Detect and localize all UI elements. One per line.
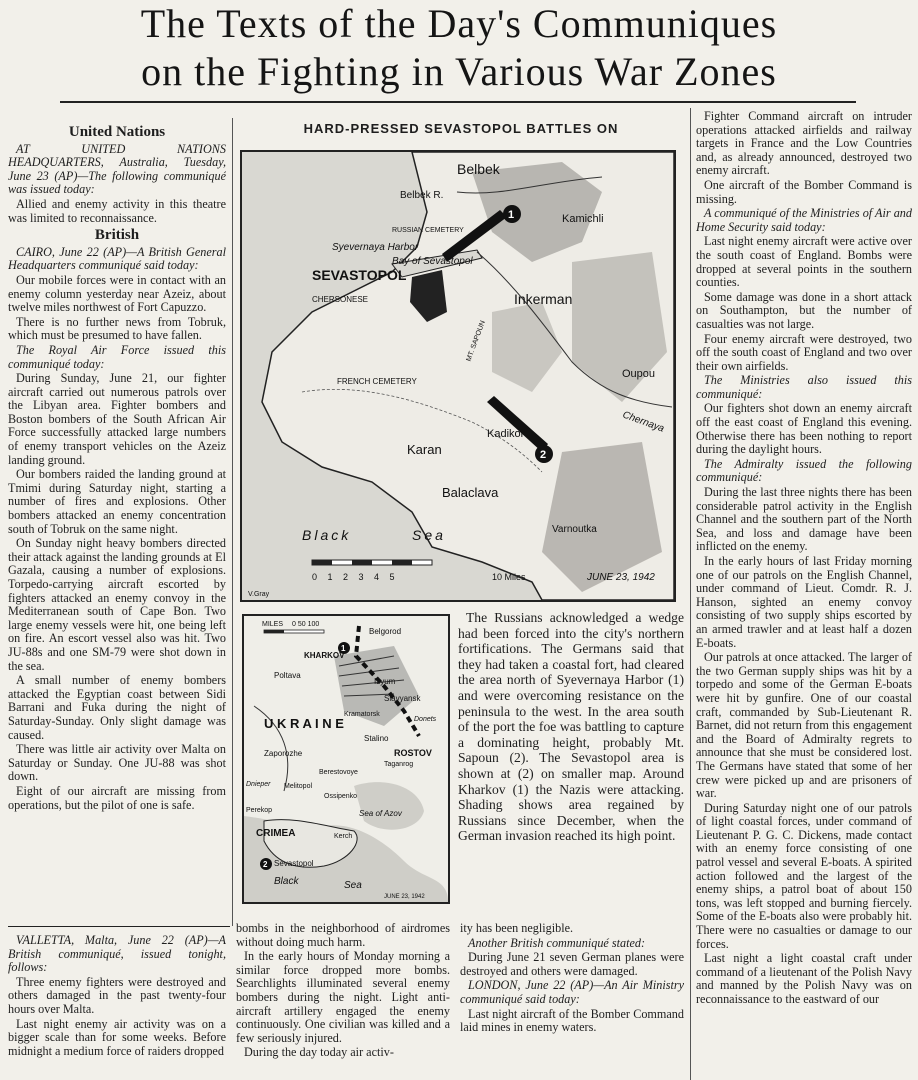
admiralty-intro: The Admiralty issued the following communiqué: [696, 456, 912, 485]
right-paragraph: Four enemy aircraft were destroyed, two off the south coast of England and two over their own airfields. [696, 331, 912, 373]
london-paragraph: Last night aircraft of the Bomber Command laid mines in enemy waters. [460, 1006, 684, 1035]
label-berestovoye: Berestovoye [319, 769, 358, 776]
raf-paragraph: A small number of enemy bombers attacked the Egyptian coast between Sidi Barrani and Fuka during the night of Saturday-Sunday. Only slight damage was caused. [8, 673, 226, 742]
raf-paragraph: Our bombers raided the landing ground at Tmimi during Saturday night, starting a number of fires and explosions. Other bombers attacked an enemy concentration south of Tobruk on the same night. [8, 467, 226, 536]
label-stalino: Stalino [364, 734, 389, 743]
label-kadikoi: Kadikoi [487, 428, 524, 440]
label-dnieper: Dnieper [246, 781, 271, 788]
column-rule-2 [690, 108, 691, 1080]
label-chernaya: Chernaya [620, 409, 666, 435]
label-syev: Syevernaya Harbor [332, 242, 419, 253]
label-marker-1: 1 [341, 644, 346, 653]
label-sapoun: MT. SAPOUN [465, 319, 487, 363]
label-marker-2: 2 [540, 449, 547, 461]
label-ossipenko: Ossipenko [324, 793, 358, 800]
label-belgorod: Belgorod [369, 627, 402, 636]
valletta-paragraph: In the early hours of Monday morning a similar force dropped more bombs. Searchlights illuminated several enemy bombers during the night. Light anti-aircraft artillery engaged the enemy continuously. One civilian was killed and a few seriously injured. [236, 949, 450, 1045]
raf-paragraph: On Sunday night heavy bombers directed their attack against the landing grounds at El Gazala, causing a number of explosions. Torpedo-carrying aircraft escorted by fighters attacked an enemy convoy in the Mediterranean south of Cape Bon. Two large enemy vessels were hit, one being left on fire. An escort vessel also was hit. Two JU-88s and one SM-79 were shot down in the sea. [8, 536, 226, 673]
column-rule-1 [232, 118, 233, 926]
right-paragraph: During Saturday night one of our patrols of light coastal forces, under command of Lieutenant P. G. C. Dickens, made contact with an enemy force consisting of one patrol vessel and several E-boats. A spirited action followed and the largest of the enemy ships, a patrol boat of about 150 tons, was left stopped and burning fiercely. Some of the E-boats also were probably hit. There were no casualties or damage to our forces. [696, 800, 912, 951]
sevastopol-map-graphic [242, 152, 674, 600]
raf-paragraph: There was little air activity over Malta on Saturday or Sunday. One JU-88 was shot down. [8, 742, 226, 784]
label-miles: MILES [262, 621, 284, 628]
cairo-dateline: CAIRO, June 22 (AP)—A British General Headquarters communiqué said today: [8, 244, 226, 273]
label-kharkov: KHARKOV [304, 651, 345, 660]
british-heading: British [94, 227, 140, 244]
label-credit: V.Gray [248, 591, 270, 598]
label-sea: Sea [412, 527, 446, 543]
label-perekop: Perekop [246, 807, 273, 814]
another-communique-intro: Another British communiqué stated: [468, 935, 646, 950]
label-sea: Sea [344, 880, 362, 891]
headline-rule [60, 101, 856, 103]
scale-bar-segment [264, 630, 284, 633]
headline-line-1: The Texts of the Day's Communiques [140, 1, 778, 46]
raf-paragraph: During Sunday, June 21, our fighter aircraft carried out numerous patrols over the Libyan area. Fighter bombers and Boston bombers of the South African Air Force successfully attacked large numbers of enemy transport vehicles on the Azeiz landing ground. [8, 371, 226, 467]
scale-bar-segment [352, 560, 372, 565]
label-donets: Donets [414, 716, 437, 723]
right-paragraph: Last night a light coastal craft under command of a lieutenant of the Polish Navy and manned by the Polish Navy was on reconnaissance to the eastward of our [696, 951, 912, 1006]
raf-paragraph: Eight of our aircraft are missing from operations, but the pilot of one is safe. [8, 783, 226, 812]
bottom-column-1 [236, 922, 450, 1080]
label-marker-2: 2 [263, 860, 268, 869]
label-balaclava: Balaclava [442, 485, 499, 500]
label-rostov: ROSTOV [394, 748, 432, 758]
valletta-paragraph: Three enemy fighters were destroyed and others damaged in the past twenty-four hours over Malta. [8, 974, 226, 1016]
bottom-column-2 [460, 922, 684, 1080]
scale-bar-segment [312, 560, 332, 565]
right-paragraph: One aircraft of the Bomber Command is missing. [696, 177, 912, 206]
label-scale-miles: 10 Miles [492, 572, 526, 582]
left-column [8, 122, 226, 926]
label-black: Black [302, 527, 352, 543]
label-kramatorsk: Kramatorsk [344, 711, 380, 718]
headline [0, 0, 918, 96]
right-paragraph: Last night enemy aircraft were active over the south coast of England. Bombs were dropped at several points in the southern counties. [696, 234, 912, 290]
label-scale: 0 50 100 [292, 621, 320, 628]
valletta-paragraph: Last night enemy air activity was on a bigger scale than for some weeks. Before midnight a medium force of raiders dropped [8, 1016, 226, 1058]
label-sevastopol: Sevastopol [274, 859, 314, 868]
label-bay: Bay of Sevastopol [392, 256, 473, 267]
right-paragraph: Some damage was done in a short attack on Southampton, but the number of casualties was not large. [696, 289, 912, 331]
london-dateline: LONDON, June 22 (AP)—An Air Ministry communiqué said today: [460, 978, 684, 1006]
right-paragraph: In the early hours of last Friday morning one of our patrols on the English Channel, under command of Lieut. Comdr. R. J. Hanson, sighted an enemy convoy consisting of two supply ships escorted by an armed trawler and at least half a dozen E-boats. [696, 554, 912, 650]
right-paragraph: Our patrols at once attacked. The larger of the two German supply ships was hit by a torpedo and some of the German E-boats were hit by gunfire. One of our coastal craft, commanded by Sub-Lieutenant R. Barnet, did not return from this engagement and the Board of Admiralty regrets to announce that she must be considered lost. The Germans have stated that some of her crew were picked up and are prisoners of war. [696, 650, 912, 801]
label-melitopol: Melitopol [284, 783, 313, 790]
continued-text: ity has been negligible. [460, 922, 574, 935]
map-caption [458, 610, 684, 910]
label-sevastopol: SEVASTOPOL [312, 267, 407, 283]
scale-bar-segment [392, 560, 412, 565]
label-crimea: CRIMEA [256, 828, 296, 839]
label-map-date: JUNE 23, 1942 [384, 894, 425, 900]
raf-intro: The Royal Air Force issued this communiqué today: [8, 342, 226, 371]
valletta-column [8, 934, 226, 1080]
right-paragraph: Our fighters shot down an enemy aircraft off the east coast of England this evening. Otherwise there has been nothing to report during the daylight hours. [696, 401, 912, 457]
ministries-intro: A communiqué of the Ministries of Air and Home Security said today: [696, 206, 912, 234]
label-marker-1: 1 [508, 209, 515, 221]
label-black: Black [274, 876, 299, 887]
label-varnoutka: Varnoutka [552, 524, 597, 535]
label-kamichli: Kamichli [562, 213, 604, 225]
label-scale: 0 1 2 3 4 5 [312, 572, 399, 582]
label-zaporozhe: Zaporozhe [264, 749, 303, 758]
label-chersonese: CHERSONESE [312, 295, 369, 304]
label-karan: Karan [407, 442, 442, 457]
map-title: HARD-PRESSED SEVASTOPOL BATTLES ON [303, 121, 619, 136]
label-french-cemetery: FRENCH CEMETERY [337, 377, 417, 386]
cairo-paragraph: Our mobile forces were in contact with an enemy column yesterday near Azeiz, about twelve miles northwest of Fort Capuzzo. [8, 272, 226, 315]
label-belbek: Belbek [457, 161, 500, 177]
label-inkerman: Inkerman [514, 291, 573, 307]
valletta-continued: bombs in the neighborhood of airdromes without doing much harm. [236, 922, 450, 949]
label-poltava: Poltava [274, 671, 301, 680]
cairo-paragraph: There is no further news from Tobruk, which must be presumed to have fallen. [8, 314, 226, 343]
valletta-paragraph: During the day today air activ- [244, 1045, 394, 1060]
ministries-second-intro: The Ministries also issued this communiqué: [696, 373, 912, 401]
ukraine-map [242, 614, 450, 904]
un-heading: United Nations [68, 124, 166, 140]
un-body: Allied and enemy activity in this theatre was limited to reconnaissance. [8, 196, 226, 225]
label-sea-azov: Sea of Azov [359, 809, 402, 818]
label-izyum: Izyum [374, 677, 396, 686]
sevastopol-map [240, 150, 676, 602]
label-oupou: Oupou [622, 368, 656, 380]
communique-paragraph: During June 21 seven German planes were destroyed and others were damaged. [460, 950, 684, 978]
label-kerch: Kerch [334, 833, 353, 840]
ukraine-map-graphic [244, 616, 448, 902]
headline-line-2: on the Fighting in Various War Zones [141, 49, 777, 94]
un-dateline: AT UNITED NATIONS HEADQUARTERS, Australia, Tuesday, June 23 (AP)—The following communiqué was issued today: [8, 141, 226, 197]
valletta-rule [8, 926, 230, 927]
right-column [696, 110, 912, 1080]
map-caption-text: The Russians acknowledged a wedge had been forced into the city's northern fortifications. The Germans said that they had taken a coastal fort, had cleared the area north of Syevernaya Harbor (1) and were overcoming resistance on the peninsula to the west. In the area south of the port the foe was battling to capture a dominating height, probably Mt. Sapoun (2). The Sevastopol area is shown at (2) on smaller map. Around Kharkov (1) the Nazis were attacking. Shading shows area regained by Russians since December, when the German invasion reached its high point. [458, 610, 684, 844]
label-taganrog: Taganrog [384, 761, 414, 768]
label-map-date: JUNE 23, 1942 [587, 572, 655, 583]
label-slavyansk: Slavyansk [384, 694, 421, 703]
label-cemetery: RUSSIAN CEMETERY [392, 227, 464, 234]
right-paragraph: Fighter Command aircraft on intruder operations attacked airfields and railway targets in France and the Low Countries and, as already announced, destroyed two enemy aircraft. [696, 110, 912, 178]
valletta-dateline: VALLETTA, Malta, June 22 (AP)—A British communiqué, issued tonight, follows: [8, 934, 226, 975]
label-ukraine: U K R A I N E [264, 716, 344, 731]
label-belbek-river: Belbek R. [400, 190, 444, 201]
right-paragraph: During the last three nights there has been considerable patrol activity in the English Channel and the southern part of the North Sea, and loss and damage have been inflicted on the enemy. [696, 485, 912, 554]
